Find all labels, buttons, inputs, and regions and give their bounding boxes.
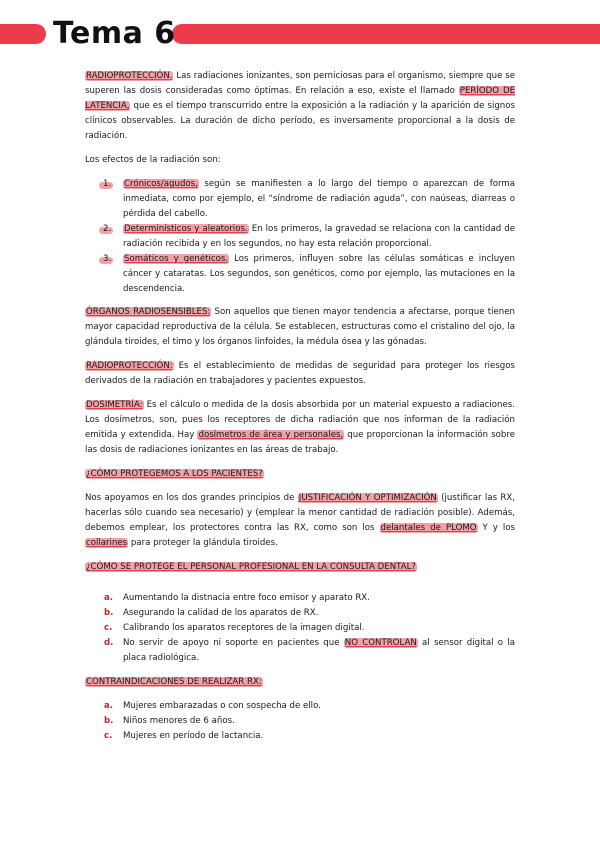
list-item: a. Aumentando la distnacia entre foco emisor y aparato RX. xyxy=(104,593,370,603)
question-pacientes: ¿CÓMO PROTEGEMOS A LOS PACIENTES? xyxy=(86,469,263,479)
list-item: c. Mujeres en período de lactancia. xyxy=(104,731,264,741)
document-body xyxy=(85,69,515,753)
paragraph-pacientes: Nos apoyamos en los dos grandes principios de JUSTIFICACIÓN Y OPTIMIZACIÓN (justificar las RX, hacerlas sólo cuando sea necesario) y (emplear la menor cantidad de radiación posible). Además, debemos emplear, los protectores contra las RX, como son los delantales de PLOMO Y y los collarines para proteger la glándula tiroides. xyxy=(85,493,516,548)
paragraph-organos: ÓRGANOS RADIOSENSIBLES: Son aquellos que tienen mayor tendencia a afectarse, porque tienen mayor capacidad reproductiva de la célula. Se establecen, estructuras como el cristalino del ojo, la glándula tiroides, el timo y los órganos linfoides, la médula ósea y las gónadas. xyxy=(85,307,515,347)
list-item: a. Mujeres embarazadas o con sospecha de ello. xyxy=(104,701,321,711)
list-item: b. Asegurando la calidad de los aparatos de RX. xyxy=(104,608,319,618)
paragraph-dosimetria: DOSIMETRÍA: Es el cálculo o medida de la dosis absorbida por un material expuesto a radiaciones. Los dosímetros, son, pues los receptores de dicha radiación que nos informan de la radiación emitida y extendida. Hay dosímetros de área y personales, que proporcionan la información sobre las dosis de radiaciones ionizantes en las áreas de trabajo. xyxy=(85,400,515,455)
highlight-term: JUSTIFICACIÓN Y OPTIMIZACIÓN xyxy=(298,493,437,503)
highlight-term: delantales de PLOMO xyxy=(380,523,477,533)
page-title: Tema 6 xyxy=(53,16,176,51)
list-item: 1. Crónicos/agudos, según se manifiesten a lo largo del tiempo o aparezcan de forma inmediata, como por ejemplo, el “síndrome de radiación aguda”, con naúseas, diarreas o pérdida del cabello. xyxy=(103,179,515,219)
highlight-term: NO CONTROLAN xyxy=(344,638,417,648)
effects-intro: Los efectos de la radiación son: xyxy=(85,155,221,165)
list-item: b. Niños menores de 6 años. xyxy=(104,716,235,726)
paragraph-radioproteccion-intro: RADIOPROTECCIÓN. Las radiaciones ionizantes, son perniciosas para el organismo, siempre que se superen las dosis consideradas como óptimas. En relación a eso, existe el llamado PERÍODO DE LATENCIA, que es el tiempo transcurrido entre la exposición a la radiación y la aparición de signos clínicos observables. La duración de dicho período, es inversamente proporcional a la dosis de radiación. xyxy=(85,71,516,141)
personal-list xyxy=(85,591,515,666)
highlight-term: Crónicos/agudos, xyxy=(124,179,198,189)
header-bar-right xyxy=(172,24,600,44)
highlight-term: RADIOPROTECCIÓN: xyxy=(86,361,173,371)
header-bar-left xyxy=(0,24,46,44)
contra-list xyxy=(85,699,515,744)
highlight-term: ÓRGANOS RADIOSENSIBLES: xyxy=(86,307,211,317)
list-item: c. Calibrando los aparatos receptores de la imagen digital. xyxy=(104,623,365,633)
list-item: 2. Determinísticos y aleatorios. En los primeros, la gravedad se relaciona con la cantidad de radiación recibida y en los segundos, no hay esta relación proporcional. xyxy=(103,224,515,249)
question-contraindicaciones: CONTRAINDICACIONES DE REALIZAR RX: xyxy=(86,677,262,687)
highlight-term: PERÍODO DE LATENCIA, xyxy=(85,86,516,111)
highlight-term: Determinísticos y aleatorios. xyxy=(124,224,248,234)
highlight-term: RADIOPROTECCIÓN. xyxy=(86,71,173,81)
highlight-term: dosímetros de área y personales, xyxy=(198,430,344,440)
question-personal: ¿CÓMO SE PROTEGE EL PERSONAL PROFESIONAL EN LA CONSULTA DENTAL? xyxy=(86,562,416,572)
list-item: d. No servir de apoyo ni soporte en pacientes que NO CONTROLAN al sensor digital o la placa radiológica. xyxy=(104,638,515,663)
effects-list xyxy=(85,177,515,297)
highlight-term: Somáticos y genéticos. xyxy=(124,254,229,264)
highlight-term: collarines xyxy=(86,538,128,548)
paragraph-radioproteccion: RADIOPROTECCIÓN: Es el establecimiento de medidas de seguridad para proteger los riesgos derivados de la radiación en trabajadores y pacientes expuestos. xyxy=(85,361,515,386)
list-item: 3. Somáticos y genéticos. Los primeros, influyen sobre las células somáticas e incluyen cáncer y cataratas. Los segundos, son genéticos, como por ejemplo, las mutaciones en la descendencia. xyxy=(103,254,515,294)
highlight-term: DOSIMETRÍA: xyxy=(86,400,143,410)
